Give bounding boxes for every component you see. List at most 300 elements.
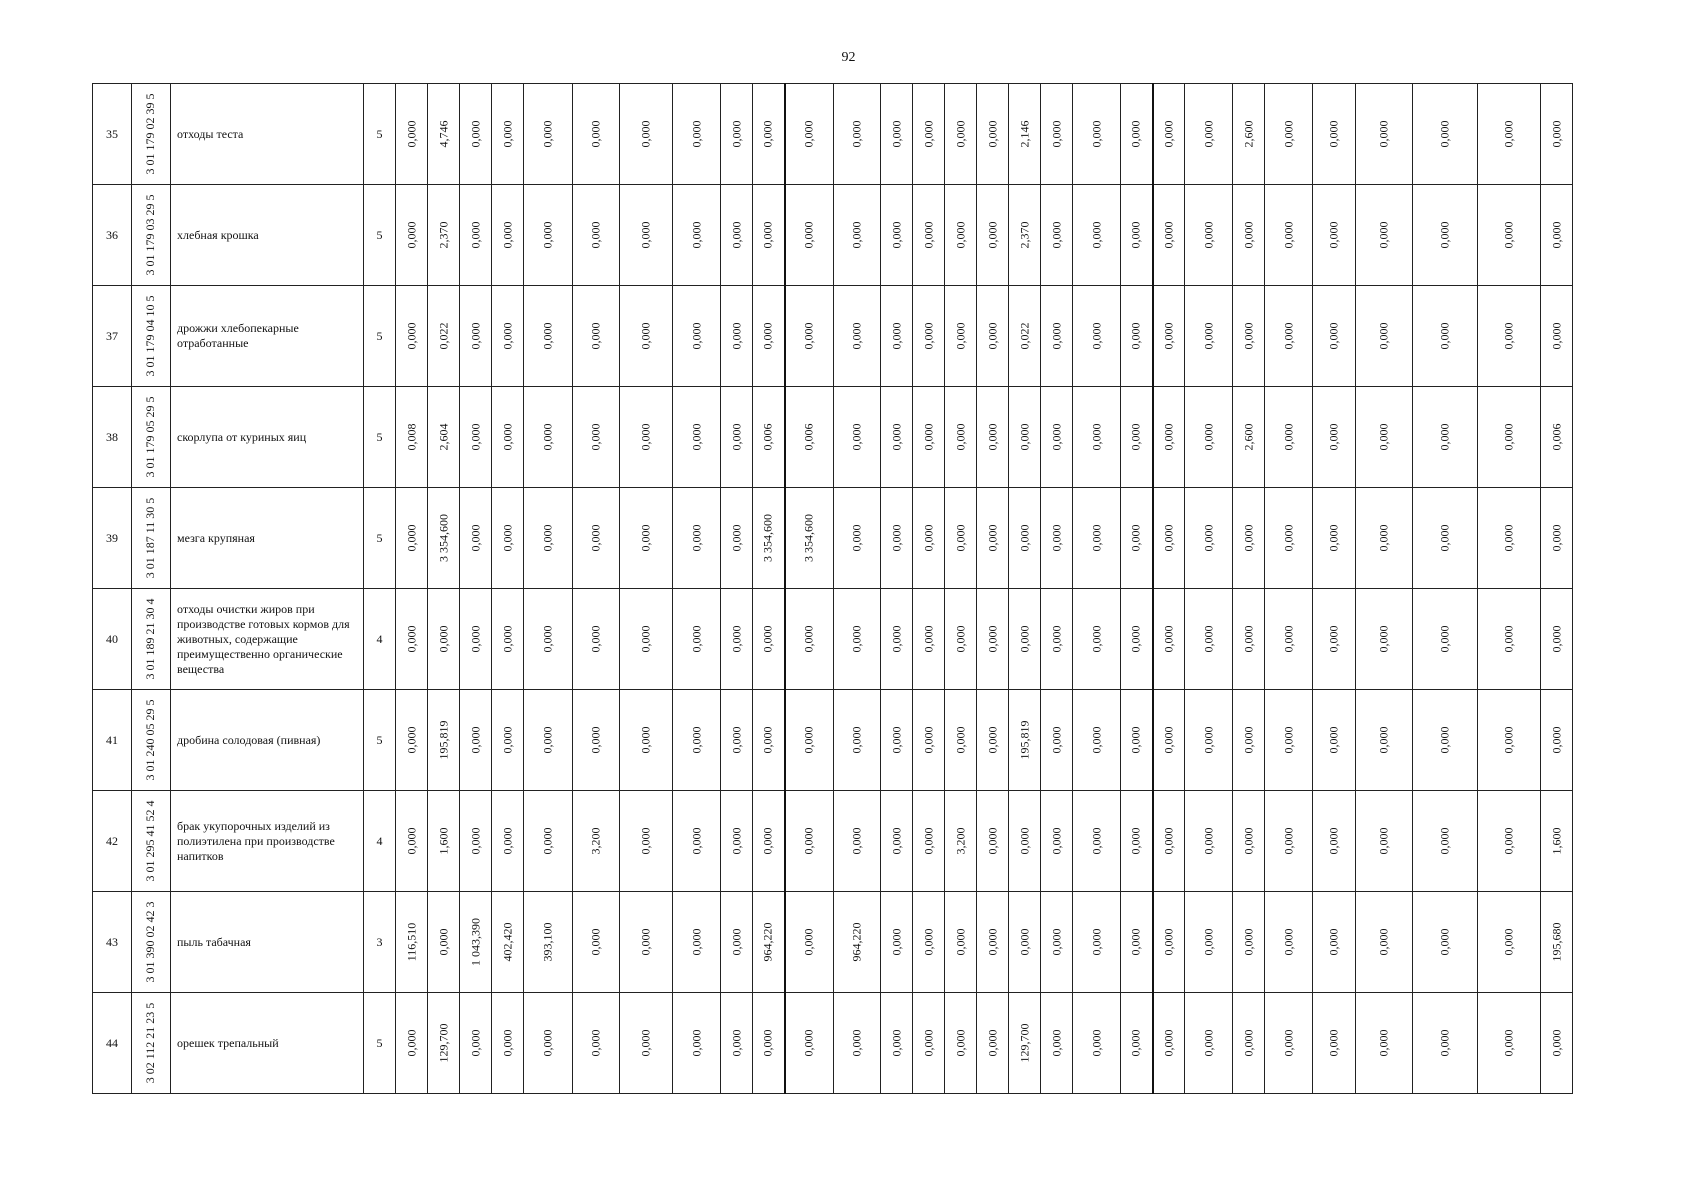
table-row — [93, 690, 1573, 791]
value-cell — [881, 892, 913, 993]
value-text: 0,000 — [1326, 322, 1341, 350]
value-cell — [1073, 185, 1121, 286]
waste-code-text: 3 01 179 02 39 5 — [143, 93, 158, 175]
value-text: 0,000 — [1201, 524, 1215, 552]
value-text: 0,006 — [801, 423, 816, 451]
value-text: 0,000 — [436, 928, 450, 956]
value-text: 0,000 — [689, 928, 703, 956]
value-text: 0,000 — [1201, 1029, 1215, 1057]
value-text: 0,008 — [404, 423, 418, 451]
value-cell — [785, 84, 834, 185]
value-text: 0,000 — [1376, 625, 1391, 653]
value-text: 0,000 — [588, 625, 603, 653]
value-text: 0,000 — [760, 726, 775, 754]
waste-code-text: 3 01 189 21 30 4 — [143, 598, 158, 680]
value-cell — [1121, 488, 1153, 589]
value-text: 0,000 — [1049, 120, 1063, 148]
value-cell — [1313, 185, 1356, 286]
value-text: 0,000 — [849, 120, 864, 148]
value-cell — [524, 589, 573, 690]
value-text: 0,000 — [1281, 524, 1295, 552]
value-cell — [1313, 690, 1356, 791]
value-cell — [673, 690, 721, 791]
value-cell — [785, 690, 834, 791]
value-cell — [945, 690, 977, 791]
waste-name: скорлупа от куриных яиц — [171, 387, 364, 488]
value-text: 0,000 — [953, 726, 967, 754]
value-cell — [524, 690, 573, 791]
value-cell — [492, 185, 524, 286]
value-cell — [1185, 892, 1233, 993]
value-cell — [785, 488, 834, 589]
table-row — [93, 488, 1573, 589]
value-text: 0,000 — [436, 625, 450, 653]
value-cell — [1041, 286, 1073, 387]
value-text: 0,000 — [1017, 827, 1031, 855]
value-cell — [620, 690, 673, 791]
value-cell — [1313, 892, 1356, 993]
value-cell — [913, 488, 945, 589]
value-text: 0,000 — [1128, 423, 1143, 451]
waste-code-text: 3 01 179 03 29 5 — [143, 194, 158, 276]
value-cell — [1413, 488, 1478, 589]
value-text: 0,000 — [1049, 1029, 1063, 1057]
value-cell — [1413, 84, 1478, 185]
value-text: 0,000 — [1501, 1029, 1516, 1057]
value-text: 0,000 — [1437, 625, 1452, 653]
value-text: 0,000 — [953, 221, 967, 249]
value-cell — [1121, 185, 1153, 286]
value-text: 0,000 — [889, 423, 903, 451]
value-text: 0,000 — [953, 322, 967, 350]
value-text: 0,000 — [1241, 625, 1255, 653]
value-cell — [1073, 488, 1121, 589]
row-number: 43 — [93, 892, 132, 993]
value-cell — [945, 286, 977, 387]
value-text: 0,000 — [1161, 423, 1176, 451]
value-cell — [1313, 84, 1356, 185]
value-cell — [881, 993, 913, 1094]
value-text: 402,420 — [500, 922, 514, 962]
value-cell — [573, 690, 620, 791]
value-cell — [428, 286, 460, 387]
value-text: 0,006 — [760, 423, 775, 451]
value-cell — [1009, 589, 1041, 690]
value-cell — [1413, 993, 1478, 1094]
value-text: 0,000 — [1128, 524, 1143, 552]
value-text: 0,000 — [1089, 322, 1103, 350]
value-text: 0,000 — [468, 423, 482, 451]
value-cell — [1265, 84, 1313, 185]
value-cell — [1541, 286, 1573, 387]
value-text: 195,680 — [1549, 922, 1563, 962]
value-cell — [673, 488, 721, 589]
value-text: 0,000 — [1501, 221, 1516, 249]
waste-name: брак укупорочных изделий из полиэтилена при производстве напитков — [171, 791, 364, 892]
value-text: 0,000 — [1376, 726, 1391, 754]
value-cell — [396, 286, 428, 387]
value-text: 0,000 — [1049, 726, 1063, 754]
value-cell — [1185, 84, 1233, 185]
value-cell — [620, 286, 673, 387]
value-cell — [1073, 387, 1121, 488]
value-cell — [1356, 589, 1413, 690]
value-text: 3 354,600 — [760, 514, 775, 562]
value-text: 0,000 — [1437, 524, 1452, 552]
value-cell — [1041, 993, 1073, 1094]
value-cell — [460, 286, 492, 387]
value-text: 0,000 — [1049, 524, 1063, 552]
table-row — [93, 589, 1573, 690]
value-cell — [945, 185, 977, 286]
value-text: 0,000 — [500, 726, 514, 754]
value-text: 0,000 — [729, 827, 743, 855]
value-cell — [1153, 488, 1185, 589]
value-cell — [396, 185, 428, 286]
value-cell — [573, 791, 620, 892]
value-text: 0,000 — [1128, 1029, 1143, 1057]
waste-code — [132, 791, 171, 892]
value-text: 0,000 — [921, 524, 935, 552]
value-cell — [1153, 993, 1185, 1094]
value-text: 0,000 — [1281, 120, 1295, 148]
value-cell — [1265, 892, 1313, 993]
value-text: 0,000 — [953, 120, 967, 148]
value-cell — [1356, 488, 1413, 589]
value-cell — [524, 791, 573, 892]
value-text: 0,000 — [1549, 726, 1563, 754]
value-text: 0,000 — [1161, 625, 1176, 653]
value-text: 195,819 — [1017, 720, 1031, 760]
value-text: 0,000 — [953, 928, 967, 956]
value-text: 0,000 — [1089, 524, 1103, 552]
value-cell — [977, 185, 1009, 286]
value-cell — [1313, 286, 1356, 387]
value-cell — [977, 993, 1009, 1094]
value-cell — [1073, 589, 1121, 690]
value-text: 0,000 — [540, 726, 555, 754]
value-text: 0,000 — [1049, 221, 1063, 249]
value-cell — [1313, 387, 1356, 488]
value-text: 0,000 — [689, 625, 703, 653]
value-text: 116,510 — [404, 922, 418, 962]
value-text: 0,000 — [689, 524, 703, 552]
value-text: 0,000 — [760, 221, 775, 249]
value-text: 0,000 — [1201, 322, 1215, 350]
table-row — [93, 185, 1573, 286]
value-text: 0,000 — [540, 827, 555, 855]
value-text: 0,000 — [500, 322, 514, 350]
value-text: 0,000 — [1501, 322, 1516, 350]
value-cell — [573, 892, 620, 993]
value-text: 0,000 — [1128, 827, 1143, 855]
value-cell — [1541, 185, 1573, 286]
value-cell — [620, 589, 673, 690]
value-text: 0,000 — [500, 423, 514, 451]
value-text: 0,000 — [1376, 120, 1391, 148]
value-cell — [460, 589, 492, 690]
value-text: 0,000 — [849, 221, 864, 249]
waste-table — [92, 83, 1573, 1094]
value-text: 3,200 — [953, 827, 967, 855]
value-text: 0,000 — [1241, 726, 1255, 754]
value-text: 0,000 — [689, 726, 703, 754]
value-text: 0,000 — [588, 322, 603, 350]
value-cell — [1073, 993, 1121, 1094]
value-text: 0,000 — [849, 827, 864, 855]
value-text: 0,000 — [1501, 726, 1516, 754]
value-text: 0,000 — [468, 625, 482, 653]
value-text: 0,000 — [1128, 625, 1143, 653]
value-cell — [460, 185, 492, 286]
waste-code — [132, 488, 171, 589]
waste-code — [132, 185, 171, 286]
waste-name: отходы теста — [171, 84, 364, 185]
value-cell — [1265, 791, 1313, 892]
value-text: 393,100 — [540, 922, 555, 962]
value-cell — [753, 84, 785, 185]
value-text: 0,000 — [729, 928, 743, 956]
value-cell — [1009, 993, 1041, 1094]
value-text: 0,000 — [1089, 221, 1103, 249]
value-text: 0,000 — [801, 221, 816, 249]
value-cell — [945, 589, 977, 690]
value-cell — [1009, 791, 1041, 892]
value-cell — [753, 185, 785, 286]
value-cell — [1185, 387, 1233, 488]
hazard-class: 5 — [364, 387, 396, 488]
value-text: 0,000 — [1501, 827, 1516, 855]
value-text: 0,000 — [1281, 625, 1295, 653]
waste-name: хлебная крошка — [171, 185, 364, 286]
value-cell — [1265, 589, 1313, 690]
value-text: 0,000 — [588, 726, 603, 754]
value-text: 0,000 — [468, 524, 482, 552]
hazard-class: 4 — [364, 589, 396, 690]
value-text: 0,000 — [760, 1029, 775, 1057]
value-text: 0,000 — [729, 1029, 743, 1057]
value-cell — [1153, 589, 1185, 690]
value-cell — [913, 286, 945, 387]
value-text: 0,000 — [540, 120, 555, 148]
value-text: 195,819 — [436, 720, 450, 760]
hazard-class: 5 — [364, 185, 396, 286]
value-text: 0,000 — [889, 625, 903, 653]
value-text: 0,000 — [921, 120, 935, 148]
value-text: 0,000 — [1326, 221, 1341, 249]
value-text: 0,000 — [1437, 1029, 1452, 1057]
value-cell — [1121, 286, 1153, 387]
value-cell — [573, 286, 620, 387]
value-text: 0,000 — [638, 726, 653, 754]
value-cell — [913, 892, 945, 993]
value-cell — [1073, 892, 1121, 993]
value-cell — [977, 488, 1009, 589]
value-text: 0,000 — [638, 120, 653, 148]
value-text: 0,000 — [760, 120, 775, 148]
value-cell — [945, 993, 977, 1094]
value-text: 0,000 — [921, 625, 935, 653]
value-cell — [396, 892, 428, 993]
value-cell — [1356, 84, 1413, 185]
value-cell — [673, 791, 721, 892]
value-text: 0,000 — [689, 1029, 703, 1057]
value-text: 0,000 — [1501, 423, 1516, 451]
value-cell — [460, 488, 492, 589]
value-cell — [1041, 589, 1073, 690]
value-cell — [913, 387, 945, 488]
value-cell — [492, 387, 524, 488]
value-cell — [753, 892, 785, 993]
value-text: 0,000 — [1437, 120, 1452, 148]
value-text: 0,000 — [1326, 726, 1341, 754]
value-cell — [396, 589, 428, 690]
value-cell — [1121, 993, 1153, 1094]
value-cell — [1185, 690, 1233, 791]
value-cell — [1313, 589, 1356, 690]
value-cell — [945, 892, 977, 993]
value-text: 0,000 — [801, 1029, 816, 1057]
value-cell — [428, 993, 460, 1094]
value-text: 0,006 — [1549, 423, 1563, 451]
value-cell — [1121, 791, 1153, 892]
value-text: 0,000 — [1376, 1029, 1391, 1057]
value-text: 0,000 — [588, 120, 603, 148]
waste-code — [132, 993, 171, 1094]
value-cell — [1356, 791, 1413, 892]
value-cell — [1009, 488, 1041, 589]
waste-name: отходы очистки жиров при производстве готовых кормов для животных, содержащие преимущественно органические вещества — [171, 589, 364, 690]
value-cell — [524, 993, 573, 1094]
value-text: 0,000 — [404, 524, 418, 552]
value-cell — [1478, 993, 1541, 1094]
page-number: 92 — [841, 50, 856, 65]
value-text: 0,000 — [889, 322, 903, 350]
value-text: 0,000 — [638, 423, 653, 451]
value-cell — [396, 993, 428, 1094]
value-text: 0,000 — [638, 524, 653, 552]
value-cell — [1478, 286, 1541, 387]
value-cell — [1265, 690, 1313, 791]
value-text: 0,000 — [1128, 726, 1143, 754]
value-cell — [721, 892, 753, 993]
value-cell — [913, 84, 945, 185]
value-cell — [721, 791, 753, 892]
value-cell — [945, 84, 977, 185]
value-cell — [573, 488, 620, 589]
value-cell — [1121, 84, 1153, 185]
value-cell — [1233, 387, 1265, 488]
row-number: 36 — [93, 185, 132, 286]
value-text: 0,000 — [1089, 120, 1103, 148]
value-cell — [834, 993, 881, 1094]
row-number: 44 — [93, 993, 132, 1094]
value-cell — [1478, 387, 1541, 488]
value-cell — [785, 185, 834, 286]
value-text: 0,000 — [921, 928, 935, 956]
value-cell — [1413, 589, 1478, 690]
value-text: 0,000 — [404, 120, 418, 148]
value-cell — [834, 286, 881, 387]
value-cell — [524, 84, 573, 185]
value-text: 1,600 — [1549, 827, 1563, 855]
value-text: 0,000 — [1241, 322, 1255, 350]
value-text: 0,000 — [689, 423, 703, 451]
value-cell — [1041, 488, 1073, 589]
value-cell — [620, 791, 673, 892]
value-text: 0,000 — [729, 726, 743, 754]
value-cell — [428, 488, 460, 589]
value-cell — [1413, 286, 1478, 387]
value-text: 0,000 — [1089, 928, 1103, 956]
value-text: 0,000 — [1049, 423, 1063, 451]
value-text: 0,000 — [1376, 928, 1391, 956]
value-cell — [834, 791, 881, 892]
value-cell — [913, 993, 945, 1094]
value-cell — [573, 589, 620, 690]
value-cell — [573, 185, 620, 286]
value-text: 0,000 — [760, 322, 775, 350]
value-cell — [428, 84, 460, 185]
value-text: 0,000 — [985, 827, 999, 855]
value-text: 0,000 — [1501, 625, 1516, 653]
value-cell — [492, 892, 524, 993]
value-text: 0,000 — [889, 524, 903, 552]
value-cell — [1073, 84, 1121, 185]
hazard-class: 4 — [364, 791, 396, 892]
value-text: 0,000 — [1326, 625, 1341, 653]
value-cell — [492, 993, 524, 1094]
value-cell — [834, 387, 881, 488]
value-cell — [1541, 488, 1573, 589]
value-text: 0,000 — [985, 524, 999, 552]
value-text: 3 354,600 — [801, 514, 816, 562]
value-cell — [1313, 488, 1356, 589]
value-cell — [428, 589, 460, 690]
value-text: 0,000 — [540, 322, 555, 350]
value-text: 0,000 — [921, 827, 935, 855]
value-text: 0,000 — [953, 423, 967, 451]
value-text: 0,022 — [436, 322, 450, 350]
value-text: 0,000 — [985, 1029, 999, 1057]
value-cell — [881, 589, 913, 690]
value-cell — [785, 589, 834, 690]
value-cell — [753, 286, 785, 387]
value-text: 0,000 — [1501, 928, 1516, 956]
value-text: 0,000 — [1281, 827, 1295, 855]
value-cell — [721, 993, 753, 1094]
value-cell — [753, 387, 785, 488]
value-text: 0,000 — [1437, 928, 1452, 956]
value-text: 0,000 — [689, 322, 703, 350]
value-text: 0,000 — [1161, 1029, 1176, 1057]
value-text: 0,000 — [1326, 1029, 1341, 1057]
waste-code — [132, 892, 171, 993]
waste-code — [132, 84, 171, 185]
value-cell — [573, 993, 620, 1094]
value-text: 0,000 — [540, 423, 555, 451]
value-text: 0,000 — [801, 827, 816, 855]
value-text: 0,000 — [1326, 423, 1341, 451]
value-cell — [721, 488, 753, 589]
table-row — [93, 892, 1573, 993]
value-text: 0,000 — [404, 625, 418, 653]
value-text: 0,000 — [760, 827, 775, 855]
value-cell — [428, 791, 460, 892]
value-text: 0,000 — [638, 928, 653, 956]
value-text: 0,000 — [468, 1029, 482, 1057]
value-text: 0,000 — [1161, 928, 1176, 956]
